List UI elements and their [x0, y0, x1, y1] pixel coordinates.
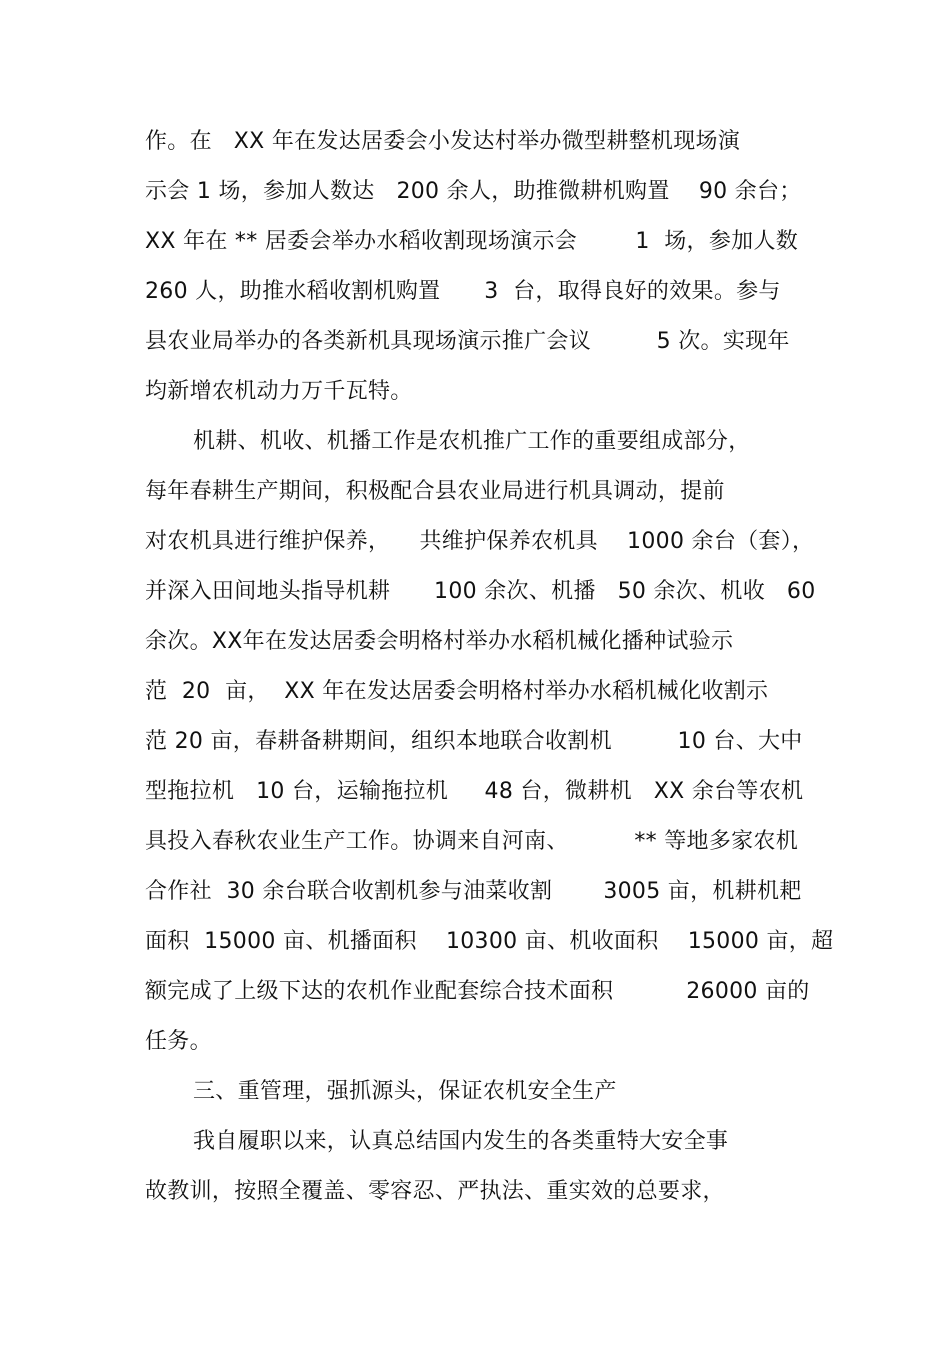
text-line: 县农业局举办的各类新机具现场演示推广会议 5 次。实现年 [145, 329, 790, 354]
text-line: 型拖拉机 10 台，运输拖拉机 48 台，微耕机 XX 余台等农机 [145, 779, 804, 804]
text-line: 额完成了上级下达的农机作业配套综合技术面积 26000 亩的 [145, 979, 810, 1004]
text-line: 并深入田间地头指导机耕 100 余次、机播 50 余次、机收 60 [145, 579, 816, 604]
text-line: 示会 1 场，参加人数达 200 余人，助推微耕机购置 90 余台； [145, 179, 802, 204]
text-line: 任务。 [145, 1029, 212, 1054]
text-line: 对农机具进行维护保养， 共维护保养农机具 1000 余台（套）， [145, 529, 815, 554]
text-line: 260 人，助推水稻收割机购置 3 台，取得良好的效果。参与 [145, 279, 781, 304]
text-line: 作。在 XX 年在发达居委会小发达村举办微型耕整机现场演 [145, 129, 741, 154]
text-line: 每年春耕生产期间，积极配合县农业局进行机具调动，提前 [145, 479, 725, 504]
text-line: 范 20 亩，春耕备耕期间，组织本地联合收割机 10 台、大中 [145, 729, 803, 754]
section-heading: 三、重管理，强抓源头，保证农机安全生产 [193, 1079, 617, 1104]
text-line: 合作社 30 余台联合收割机参与油菜收割 3005 亩，机耕机耙 [145, 879, 802, 904]
text-line: 具投入春秋农业生产工作。协调来自河南、 ** 等地多家农机 [145, 829, 799, 854]
text-line: 余次。XX年在发达居委会明格村举办水稻机械化播种试验示 [145, 629, 734, 654]
text-line: 范 20 亩， XX 年在发达居委会明格村举办水稻机械化收割示 [145, 679, 769, 704]
text-line: XX 年在 ** 居委会举办水稻收割现场演示会 1 场，参加人数 [145, 229, 799, 254]
paragraph-first-line: 我自履职以来，认真总结国内发生的各类重特大安全事 [193, 1129, 729, 1154]
text-line: 均新增农机动力万千瓦特。 [145, 379, 413, 404]
text-line: 故教训，按照全覆盖、零容忍、严执法、重实效的总要求， [145, 1179, 725, 1204]
text-line: 面积 15000 亩、机播面积 10300 亩、机收面积 15000 亩，超 [145, 929, 834, 954]
paragraph-first-line: 机耕、机收、机播工作是农机推广工作的重要组成部分， [193, 429, 751, 454]
